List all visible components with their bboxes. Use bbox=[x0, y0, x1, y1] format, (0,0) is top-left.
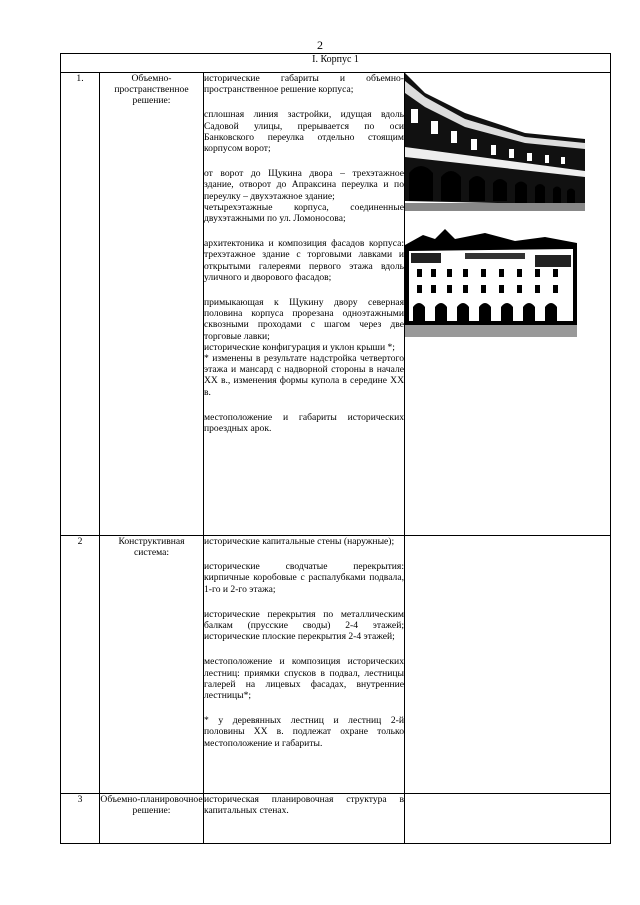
protection-table bbox=[60, 53, 611, 844]
description-item: исторические капитальные стены (наружные); bbox=[204, 536, 395, 547]
description-item: * изменены в результате надстройка четвертого этажа и мансард с надворной стороны в начале XX в., изменения формы куполa в середине XX в. bbox=[204, 353, 404, 398]
description-item: сплошная линия застройки, идущая вдоль Садовой улицы, прерывается по оси Банковского переулка отдельно стоящим корпусом ворот; bbox=[204, 109, 404, 155]
building-photo-arcade bbox=[405, 73, 585, 211]
row-images-empty bbox=[405, 536, 611, 794]
row-number: 1. bbox=[61, 73, 100, 536]
description-item: исторические габариты и объемно-пространственное решение корпуса; bbox=[204, 73, 404, 96]
description-item: от ворот до Щукина двора – трехэтажное здание, отворот до Апраксина переулка и по переулку – двухэтажное здание; bbox=[204, 168, 404, 202]
description-item: историческая планировочная структура в капитальных стенах. bbox=[204, 794, 404, 817]
row-category: Конструктивная система: bbox=[100, 536, 204, 794]
description-item: примыкающая к Щукину двору северная половина корпуса прорезана одноэтажными сквозными проходами с шагом через две торговые лавки; bbox=[204, 297, 404, 342]
page-number: 2 bbox=[317, 38, 323, 52]
description-item: исторические сводчатые перекрытия: кирпичные коробовые с распалубками подвала, 1-го и 2-го этажа; bbox=[204, 561, 404, 595]
description-item: исторические перекрытия по металлическим балкам (прусские своды) 2-4 этажей; исторические плоские перекрытия 2-4 этажей; bbox=[204, 608, 404, 643]
table-row bbox=[61, 73, 611, 536]
description-item: местоположение и габариты исторических проездных арок. bbox=[204, 411, 404, 435]
table-row bbox=[61, 794, 611, 844]
row-description bbox=[204, 536, 405, 794]
row-number: 2 bbox=[61, 536, 100, 794]
description-item: исторические конфигурация и уклон крыши *; bbox=[204, 341, 395, 353]
section-header-row bbox=[61, 54, 611, 73]
description-item: четырехэтажные корпуса, соединенные двухэтажными по ул. Ломоносова; bbox=[204, 201, 404, 225]
row-images-empty bbox=[405, 794, 611, 844]
table-row bbox=[61, 536, 611, 794]
description-item: * у деревянных лестниц и лестниц 2-й половины XX в. подлежат охране только местоположение и габариты. bbox=[204, 715, 404, 749]
row-images bbox=[405, 73, 611, 536]
row-description bbox=[204, 73, 405, 536]
row-category: Объемно-планировочное решение: bbox=[100, 794, 204, 844]
row-number: 3 bbox=[61, 794, 100, 844]
section-title: I. Корпус 1 bbox=[61, 54, 611, 73]
building-photo-courtyard bbox=[405, 225, 577, 337]
description-item: местоположение и композиция исторических лестниц: приямки спусков в подвал, лестницы галерей на лицевых фасадах, внутренние лестницы*; bbox=[204, 656, 404, 702]
row-category: Объемно-пространственное решение: bbox=[100, 73, 204, 536]
row-description bbox=[204, 794, 405, 844]
description-item: архитектоника и композиция фасадов корпуса: трехэтажное здание с торговыми лавками и открытыми галереями первого этажа вдоль уличного и дворового фасадов; bbox=[204, 238, 404, 283]
